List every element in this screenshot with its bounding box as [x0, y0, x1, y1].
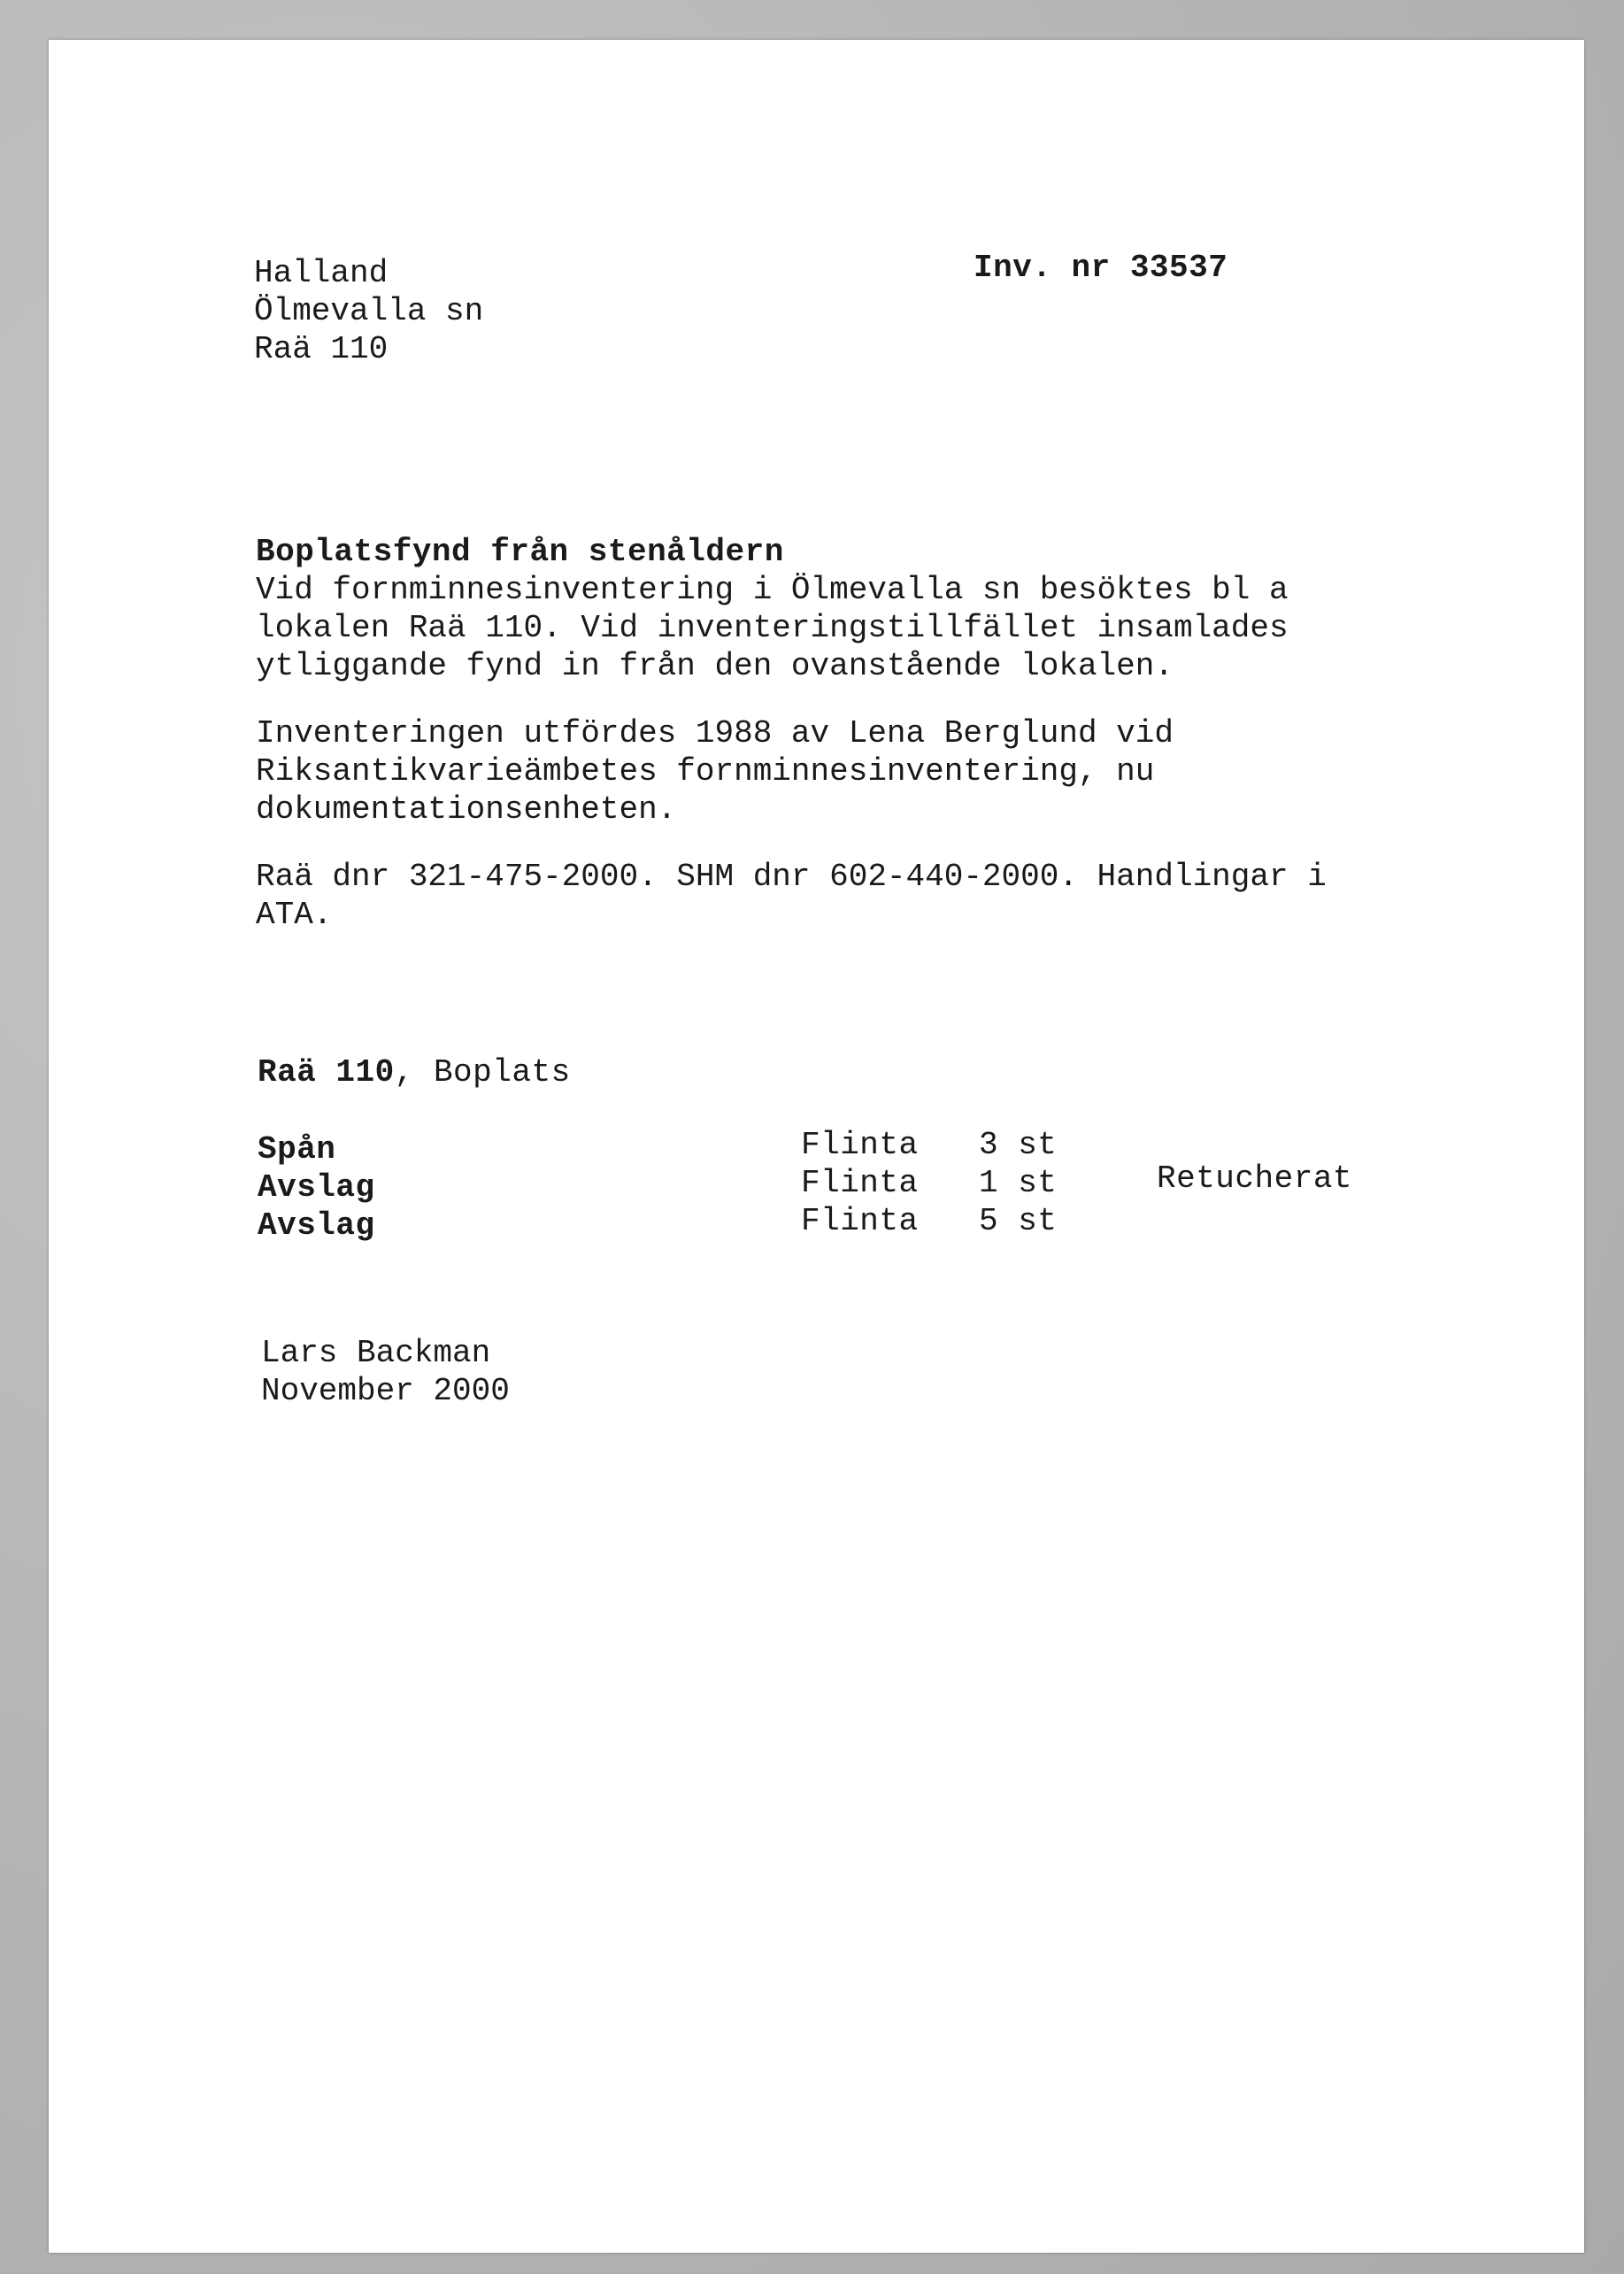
paragraph-1-line: ytliggande fynd in från den ovanstående lokalen.: [256, 648, 1174, 684]
site-separator: ,: [394, 1054, 414, 1091]
inventory-number: Inv. nr 33537: [974, 250, 1228, 286]
paragraph-3-line: Raä dnr 321-475-2000. SHM dnr 602-440-2000. Handlingar i: [256, 859, 1327, 895]
find-count: 3 st: [979, 1127, 1058, 1163]
signature-block: [261, 1334, 510, 1410]
paragraph-2-line: dokumentationsenheten.: [256, 791, 677, 828]
site-type: Boplats: [433, 1054, 571, 1091]
find-material: Flinta: [801, 1203, 919, 1239]
parish-text: Ölmevalla sn: [254, 293, 484, 329]
paragraph-1-line: Vid fornminnesinventering i Ölmevalla sn besöktes bl a: [256, 572, 1289, 608]
paragraph-2-line: Riksantikvarieämbetes fornminnesinventering, nu: [256, 753, 1155, 790]
find-note: Retucherat: [1157, 1160, 1353, 1197]
section-title: Boplatsfynd från stenåldern: [256, 534, 784, 570]
signature-date: November 2000: [261, 1373, 510, 1409]
site-reference-text: Raä 110: [254, 331, 389, 367]
paragraph-1-line: lokalen Raä 110. Vid inventeringstillfället insamlades: [256, 610, 1289, 646]
site-heading: [258, 1053, 571, 1091]
signature-name: Lars Backman: [261, 1335, 491, 1371]
find-item: Avslag: [258, 1207, 375, 1244]
find-count: 1 st: [979, 1165, 1058, 1201]
paragraph-2-line: Inventeringen utfördes 1988 av Lena Berglund vid: [256, 715, 1174, 752]
find-item: Spån: [258, 1131, 336, 1168]
find-material: Flinta: [801, 1127, 919, 1163]
paragraph-3: [256, 858, 1327, 934]
find-item: Avslag: [258, 1169, 375, 1206]
paragraph-1: [256, 571, 1289, 685]
paragraph-3-line: ATA.: [256, 897, 333, 933]
document-page: [49, 40, 1584, 2253]
find-material: Flinta: [801, 1165, 919, 1201]
find-count: 5 st: [979, 1203, 1058, 1239]
site-name: Raä 110: [258, 1054, 395, 1091]
location-block: [254, 254, 483, 368]
county-text: Halland: [254, 255, 389, 291]
paragraph-2: [256, 714, 1174, 829]
